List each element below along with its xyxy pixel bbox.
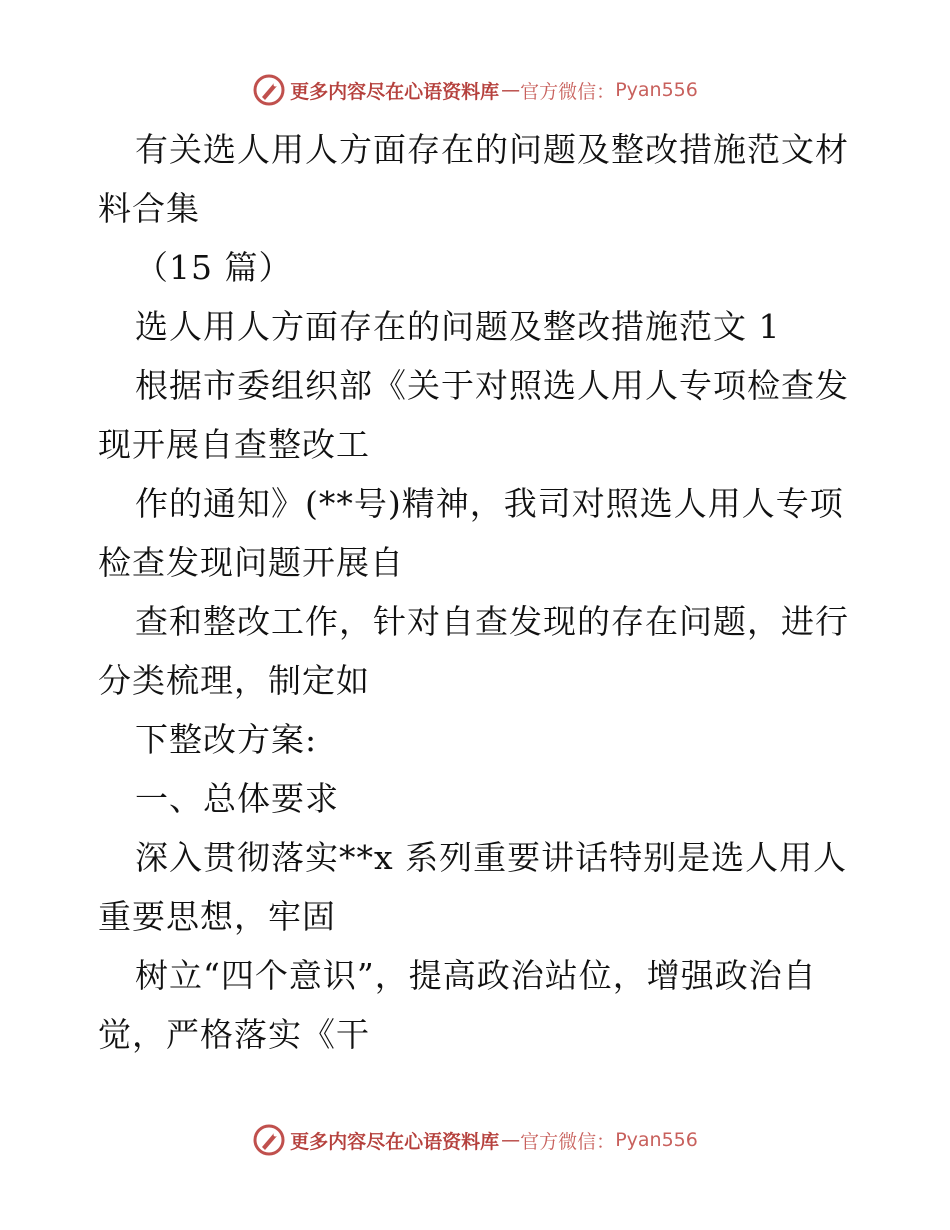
pen-nib-circle-icon: [252, 1123, 286, 1157]
paragraph-line: 根据市委组织部《关于对照选人用人专项检查发: [135, 366, 849, 405]
paragraph-line: 觉，严格落实《干: [98, 1015, 370, 1054]
watermark-wechat-label: 官方微信：: [520, 1130, 616, 1153]
paragraph-line: 树立“四个意识”，提高政治站位，增强政治自: [135, 956, 817, 995]
watermark-wechat-handle: Pyan556: [615, 79, 698, 101]
doc-count-line: （15 篇）: [135, 248, 293, 287]
subsection-heading: 一、总体要求: [135, 779, 339, 818]
doc-title-line-1: 有关选人用人方面存在的问题及整改措施范文材: [135, 130, 849, 169]
paragraph-line: 现开展自查整改工: [98, 425, 370, 464]
paragraph-line: 分类梳理，制定如: [98, 661, 370, 700]
paragraph-line: 作的通知》(**号)精神，我司对照选人用人专项: [135, 484, 844, 523]
pen-nib-circle-icon: [252, 73, 286, 107]
watermark-site-name: 更多内容尽在心语资料库: [290, 80, 500, 103]
watermark-dash: —: [501, 79, 519, 101]
watermark-site-name: 更多内容尽在心语资料库: [290, 1130, 500, 1153]
paragraph-line: 检查发现问题开展自: [98, 543, 404, 582]
paragraph-line: 重要思想，牢固: [98, 897, 336, 936]
paragraph-line: 下整改方案:: [135, 720, 318, 759]
section-heading: 选人用人方面存在的问题及整改措施范文 1: [135, 307, 781, 346]
document-body: [98, 120, 854, 1064]
watermark-wechat-handle: Pyan556: [615, 1129, 698, 1151]
doc-title-line-2: 料合集: [98, 189, 200, 228]
paragraph-line: 深入贯彻落实**x 系列重要讲话特别是选人用人: [135, 838, 848, 877]
footer-watermark: [0, 1120, 950, 1160]
paragraph-line: 查和整改工作，针对自查发现的存在问题，进行: [135, 602, 849, 641]
watermark-dash: —: [501, 1129, 519, 1151]
header-watermark: [0, 70, 950, 110]
watermark-wechat-label: 官方微信：: [520, 80, 616, 103]
